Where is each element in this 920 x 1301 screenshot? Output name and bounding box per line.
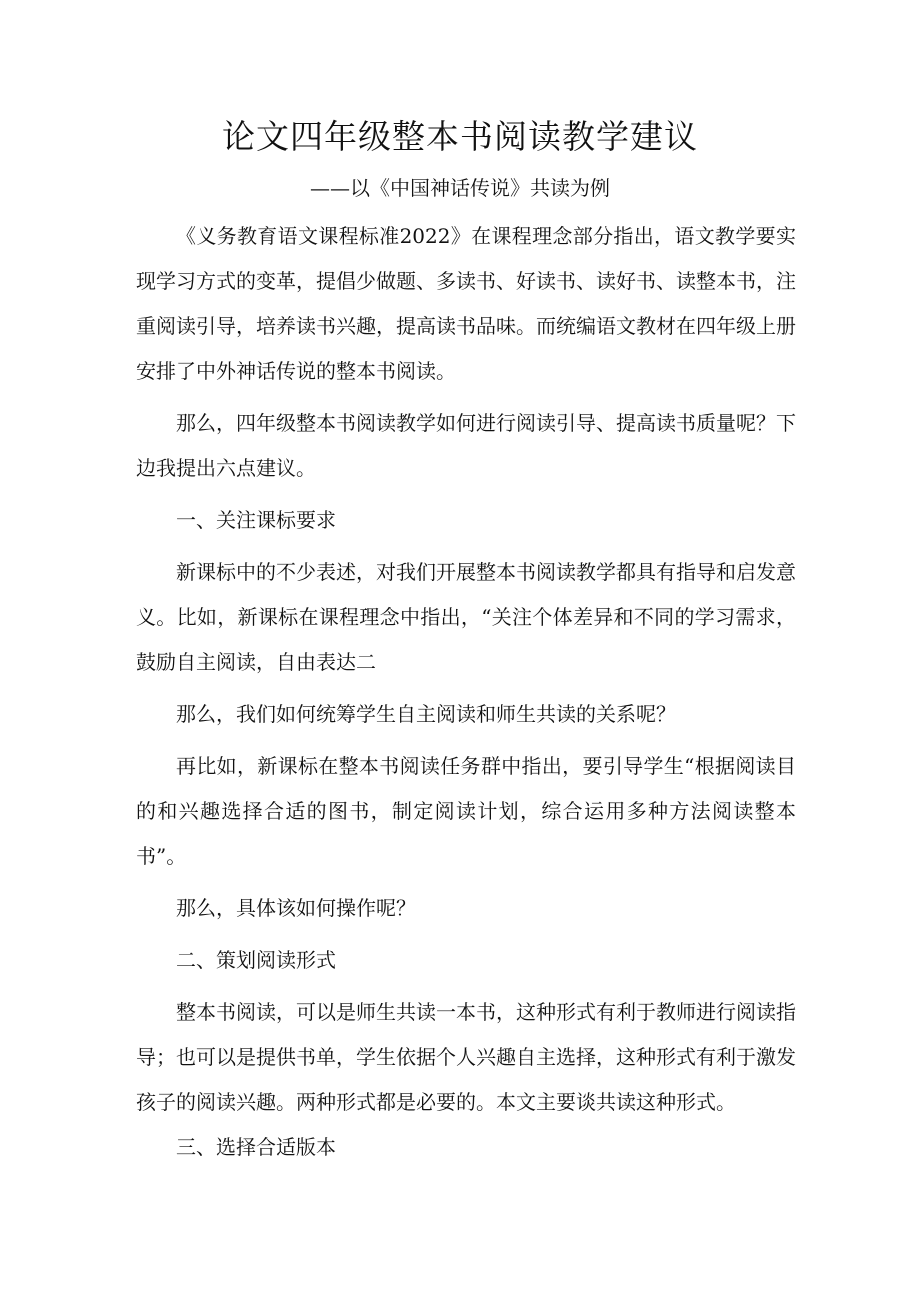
section-heading-3: 三、选择合适版本 xyxy=(176,1135,336,1159)
section-heading-1: 一、关注课标要求 xyxy=(176,508,336,532)
document-body xyxy=(136,214,796,1170)
paragraph-reading-forms: 整本书阅读，可以是师生共读一本书，这种形式有利于教师进行阅读指导；也可以是提供书单，学生依据个人兴趣自主选择，这种形式有利于激发孩子的阅读兴趣。两种形式都是必要的。本文主要谈共读这种形式。 xyxy=(136,1000,796,1114)
paragraph-question-3: 那么，具体该如何操作呢？ xyxy=(176,896,416,920)
paragraph-example: 再比如，新课标在整本书阅读任务群中指出，要引导学生“根据阅读目的和兴趣选择合适的图书，制定阅读计划，综合运用多种方法阅读整本书”。 xyxy=(136,754,796,868)
paragraph-standards: 新课标中的不少表述，对我们开展整本书阅读教学都具有指导和启发意义。比如，新课标在课程理念中指出，“关注个体差异和不同的学习需求，鼓励自主阅读，自由表达二 xyxy=(136,560,796,674)
document-subtitle: ——以《中国神话传说》共读为例 xyxy=(310,176,610,200)
paragraph-intro: 《义务教育语文课程标准2022》在课程理念部分指出，语文教学要实现学习方式的变革，提倡少做题、多读书、好读书、读好书、读整本书，注重阅读引导，培养读书兴趣，提高读书品味。而统编语文教材在四年级上册安排了中外神话传说的整本书阅读。 xyxy=(136,224,796,383)
paragraph-question-2: 那么，我们如何统筹学生自主阅读和师生共读的关系呢？ xyxy=(176,702,676,726)
paragraph-question: 那么，四年级整本书阅读教学如何进行阅读引导、提高读书质量呢？下边我提出六点建议。 xyxy=(136,411,796,480)
section-heading-2: 二、策划阅读形式 xyxy=(176,948,336,972)
document-title: 论文四年级整本书阅读教学建议 xyxy=(222,117,698,156)
